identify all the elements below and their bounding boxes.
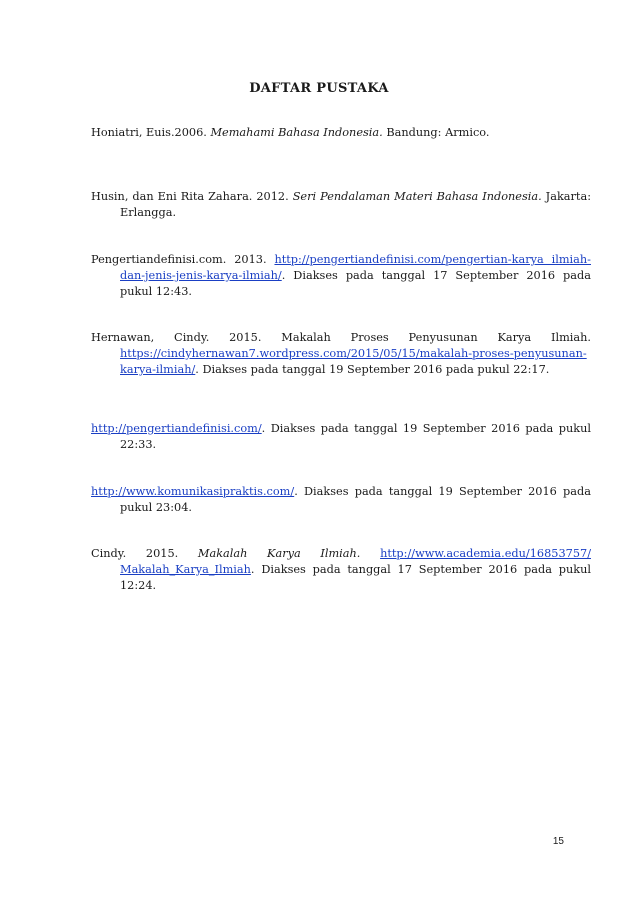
page-number: 15 <box>552 836 564 847</box>
reference-entry-7 <box>91 546 591 594</box>
page-title: DAFTAR PUSTAKA <box>249 81 389 96</box>
ref-link[interactable]: http://pengertiandefinisi.com/pengertian-karya ilmiah-dan-jenis-jenis-karya-ilmiah/ <box>120 253 591 282</box>
ref-link[interactable]: http://pengertiandefinisi.com/ <box>91 422 262 435</box>
ref-access-info: . Diakses pada tanggal 19 September 2016 pada pukul 23:04. <box>120 485 591 514</box>
ref-publisher: Bandung: Armico. <box>382 126 490 139</box>
ref-text: Husin, dan Eni Rita Zahara. 2012. <box>91 190 293 203</box>
reference-entry-4 <box>91 330 591 378</box>
ref-text: Hernawan, Cindy. 2015. Makalah Proses Penyusunan Karya Ilmiah. <box>91 331 591 344</box>
ref-title: Makalah Karya Ilmiah. <box>197 547 361 560</box>
ref-link[interactable]: https://cindyhernawan7.wordpress.com/2015/05/15/makalah-proses-penyusunan-karya-ilmiah/ <box>120 347 587 376</box>
reference-entry-5 <box>91 421 591 453</box>
ref-link[interactable]: http://www.academia.edu/16853757/ Makalah_Karya_Ilmiah <box>120 547 591 576</box>
ref-title: Memahami Bahasa Indonesia. <box>210 126 383 139</box>
ref-publisher: Jakarta: Erlangga. <box>120 190 592 219</box>
ref-space <box>360 547 380 560</box>
ref-access-info: . Diakses pada tanggal 17 September 2016 pada pukul 12:24. <box>120 563 591 592</box>
reference-entry-1 <box>91 125 591 141</box>
ref-text: Honiatri, Euis.2006. <box>91 126 211 139</box>
ref-access-info: . Diakses pada tanggal 19 September 2016 pada pukul 22:17. <box>195 363 550 376</box>
reference-entry-6 <box>91 484 591 516</box>
reference-entry-2 <box>91 189 591 221</box>
ref-link[interactable]: http://www.komunikasipraktis.com/ <box>91 485 295 498</box>
ref-text: Cindy. 2015. <box>91 547 198 560</box>
reference-entry-3 <box>91 252 591 300</box>
ref-text: Pengertiandefinisi.com. 2013. <box>91 253 275 266</box>
ref-access-info: . Diakses pada tanggal 17 September 2016 pada pukul 12:43. <box>120 269 591 298</box>
ref-access-info: . Diakses pada tanggal 19 September 2016 pada pukul 22:33. <box>120 422 591 451</box>
ref-title: Seri Pendalaman Materi Bahasa Indonesia. <box>292 190 542 203</box>
